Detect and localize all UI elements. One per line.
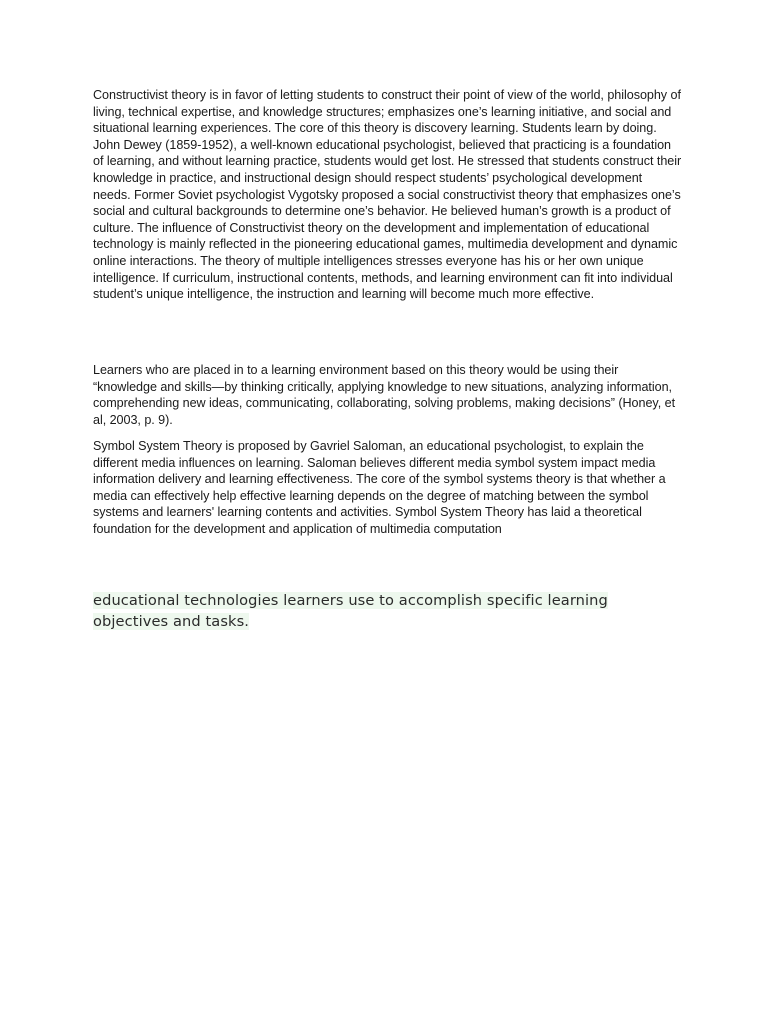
highlighted-excerpt bbox=[93, 591, 633, 632]
highlighted-text: educational technologies learners use to accomplish specific learning objectives and tasks. bbox=[93, 592, 608, 630]
paragraph-constructivist-theory: Constructivist theory is in favor of letting students to construct their point of view of the world, philosophy of living, technical expertise, and knowledge structures; emphasizes one’s learning initiative, and social and situational learning experiences. The core of this theory is discovery learning. Students learn by doing. John Dewey (1859-1952), a well-known educational psychologist, believed that practicing is a foundation of learning, and without learning practice, students would get lost. He stressed that students construct their knowledge in practice, and instructional design should respect students’ psychological development needs. Former Soviet psychologist Vygotsky proposed a social constructivist theory that emphasizes one’s social and cultural backgrounds to determine one’s behavior. He believed human’s growth is a product of culture. The influence of Constructivist theory on the development and implementation of educational technology is mainly reflected in the pioneering educational games, multimedia development and dynamic online interactions. The theory of multiple intelligences stresses everyone has his or her own unique intelligence. If curriculum, instructional contents, methods, and learning environment can fit into individual student’s unique intelligence, the instruction and learning will become much more effective. bbox=[93, 88, 682, 302]
paragraph-symbol-system-theory: Symbol System Theory is proposed by Gavriel Saloman, an educational psychologist, to explain the different media influences on learning. Saloman believes different media symbol system impact media information delivery and learning effectiveness. The core of the symbol systems theory is that whether a media can effectively help effective learning depends on the degree of matching between the symbol systems and learners' learning contents and activities. Symbol System Theory has laid a theoretical foundation for the development and application of multimedia computation bbox=[93, 439, 666, 536]
paragraph-learners-environment: Learners who are placed in to a learning environment based on this theory would be using their “knowledge and skills—by thinking critically, applying knowledge to new situations, analyzing information, comprehending new ideas, communicating, collaborating, solving problems, making decisions” (Honey, et al, 2003, p. 9). bbox=[93, 363, 676, 427]
